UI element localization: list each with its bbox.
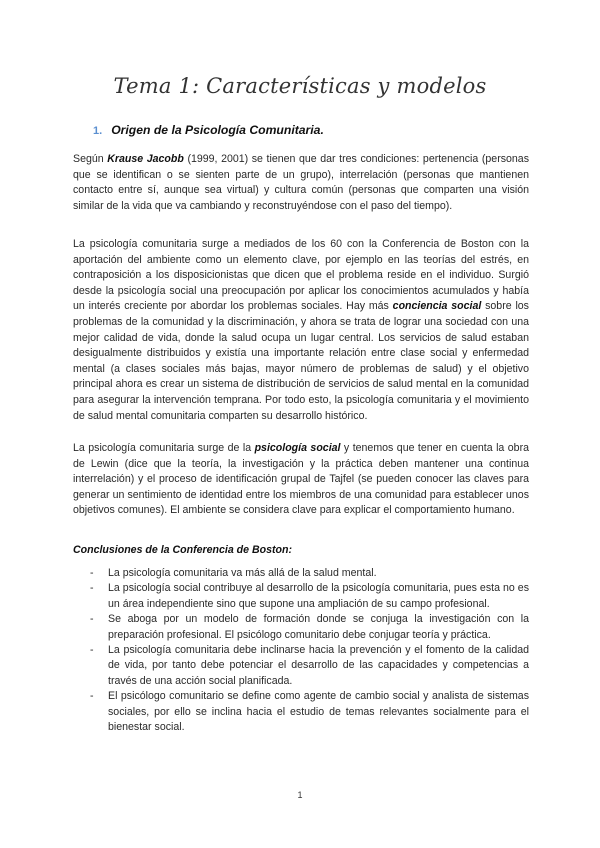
- paragraph-3-pre: La psicología comunitaria surge de la: [73, 442, 255, 454]
- conclusions-list: [73, 566, 529, 735]
- paragraph-1: [73, 152, 529, 214]
- list-item: [73, 581, 529, 612]
- paragraph-2-bold: conciencia social: [392, 300, 482, 313]
- paragraph-2-pre: La psicología comunitaria surge a mediados de los 60 con la Conferencia de Boston con la aportación del ambiente como un elemento clave, por ejemplo en las teorías del estrés, en contraposición a los disposicionistas que dicen que el problema reside en el individuo. Surgió desde la psicología social una preocupación por aplicar los conocimientos acumulados y había un interés creciente por abordar los problemas sociales. Hay más: [73, 238, 529, 313]
- paragraph-2: [73, 237, 529, 424]
- paragraph-3: [73, 441, 529, 519]
- bullet-dash: -: [90, 582, 94, 595]
- list-item-text: La psicología comunitaria va más allá de la salud mental.: [108, 567, 377, 579]
- list-item-text: El psicólogo comunitario se define como agente de cambio social y analista de sistemas sociales, por ello se inclina hacia el estudio de temas relevantes socialmente para el bienestar social.: [108, 690, 529, 734]
- list-item-text: Se aboga por un modelo de formación donde se conjuga la investigación con la preparación profesional. El psicólogo comunitario debe conjugar teoría y práctica.: [108, 613, 529, 641]
- paragraph-1-pre: Según: [73, 153, 108, 165]
- bullet-dash: -: [90, 613, 94, 626]
- paragraph-3-bold: psicología social: [254, 442, 341, 454]
- page-title: Tema 1: Características y modelos: [113, 74, 487, 98]
- list-item-text: La psicología social contribuye al desarrollo de la psicología comunitaria, pues esta no es un área independiente sino que supone una ampliación de su campo profesional.: [108, 582, 529, 610]
- page-number: 1: [297, 790, 303, 800]
- list-item: [73, 566, 529, 581]
- section-heading-text: Origen de la Psicología Comunitaria.: [111, 123, 324, 137]
- section-number: 1.: [93, 125, 103, 137]
- bullet-dash: -: [90, 644, 94, 657]
- paragraph-1-post: (1999, 2001) se tienen que dar tres condiciones: pertenencia (personas que se identifican o se sienten parte de un grupo), interrelación (personas que mantienen contacto entre sí, aunque sea virtual) y cultura común (personas que comparten una visión similar de la vida que va cambiando y reconstruyéndose con el paso del tiempo).: [73, 153, 529, 212]
- conclusions-heading: Conclusiones de la Conferencia de Boston:: [73, 544, 292, 556]
- section-heading: [93, 123, 324, 137]
- list-item-text: La psicología comunitaria debe inclinarse hacia la prevención y el fomento de la calidad de vida, por tanto debe potenciar el desarrollo de las capacidades y competencias a través de una acción social planificada.: [108, 644, 529, 687]
- paragraph-1-bold: Krause Jacobb: [107, 153, 184, 165]
- bullet-dash: -: [90, 567, 94, 579]
- bullet-dash: -: [90, 690, 94, 703]
- list-item: [73, 689, 529, 735]
- paragraph-2-post: sobre los problemas de la comunidad y la discriminación, y ahora se trata de lograr una sociedad con una mejor calidad de vida, donde la salud ocupa un lugar central. Los servicios de salud estaban desigualmente distribuidos y existía una importante relación entre clase social y enfermedad mental (a clases sociales más bajas, mayor número de problemas de salud) y el objetivo principal ahora es crear un sistema de distribución de servicios de salud mental en la comunidad para asegurar la intervención temprana. Por todo esto, la psicología comunitaria y el movimiento de salud mental comunitaria comparten su desarrollo histórico.: [73, 300, 529, 422]
- list-item: [73, 612, 529, 643]
- paragraph-3-post: y tenemos que tener en cuenta la obra de Lewin (dice que la teoría, la investigación y la práctica deben mantener una continua interrelación) y el proceso de identificación grupal de Tajfel (se pueden conocer las claves para generar un sentimiento de identidad entre los miembros de una comunidad para establecer unos objetivos comunes). El ambiente se considera clave para explicar el comportamiento humano.: [73, 442, 529, 517]
- list-item: [73, 643, 529, 689]
